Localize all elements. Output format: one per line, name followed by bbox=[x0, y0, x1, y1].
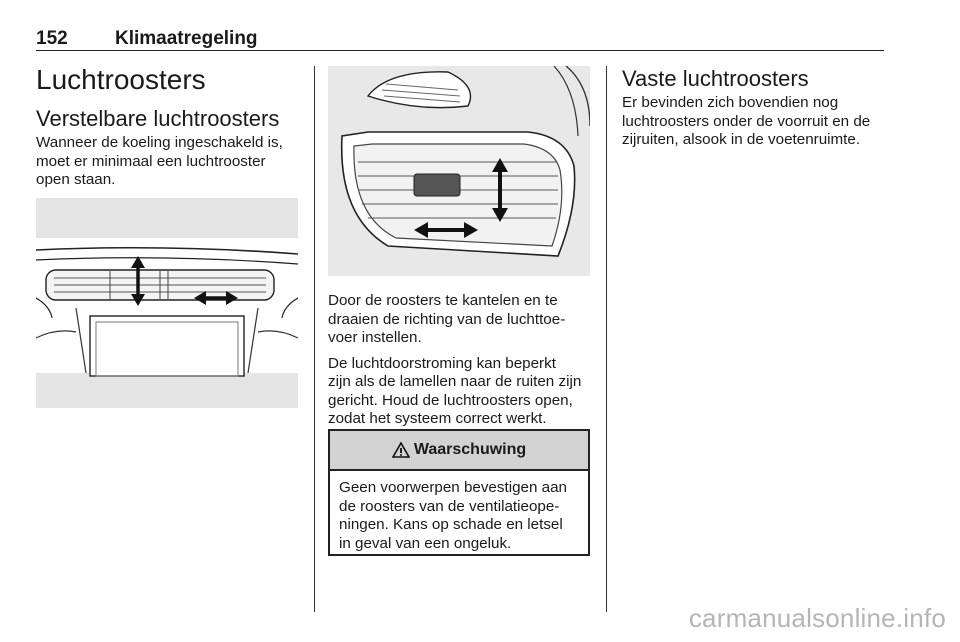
text-line: zijn als de lamellen naar de ruiten zijn bbox=[328, 373, 582, 390]
chapter-title: Klimaatregeling bbox=[115, 28, 258, 49]
watermark-text: carmanualsonline.info bbox=[688, 603, 946, 633]
text-line: voer instellen. bbox=[328, 329, 422, 346]
text-line: luchtroosters onder de voorruit en de bbox=[622, 112, 871, 130]
warning-title: Waarschuwing bbox=[413, 441, 527, 458]
text-line: de roosters van de ventilatieope- bbox=[339, 497, 560, 515]
text-line: Door de roosters te kantelen en te bbox=[328, 292, 558, 309]
dashboard-vents-drawing bbox=[36, 198, 298, 408]
text-line: zodat het systeem correct werkt. bbox=[328, 410, 547, 427]
paragraph-airflow bbox=[328, 355, 596, 429]
text-line: open staan. bbox=[36, 171, 116, 188]
text-line: draaien de richting van de luchttoe- bbox=[328, 310, 566, 328]
text-line: gericht. Houd de luchtroosters open, bbox=[328, 391, 573, 409]
text-line: ningen. Kans op schade en letsel bbox=[339, 516, 563, 533]
text-line: in geval van een ongeluk. bbox=[339, 534, 512, 552]
text-line: De luchtdoorstroming kan beperkt bbox=[328, 354, 556, 372]
fixed-vents-title: Vaste luchtroosters bbox=[622, 66, 809, 91]
warning-header bbox=[330, 431, 588, 471]
text-line: Wanneer de koeling ingeschakeld is, bbox=[36, 134, 283, 151]
column-divider-left bbox=[314, 66, 315, 612]
text-line: Geen voorwerpen bevestigen aan bbox=[339, 479, 567, 496]
text-line: moet er minimaal een luchtrooster bbox=[36, 152, 266, 170]
dashboard-vents-illustration bbox=[36, 198, 298, 408]
text-line: Er bevinden zich bovendien nog bbox=[622, 94, 839, 111]
fixed-vents-paragraph bbox=[622, 94, 892, 150]
side-vent-drawing bbox=[328, 66, 590, 276]
page-number: 152 bbox=[36, 28, 68, 49]
side-vent-illustration bbox=[328, 66, 590, 276]
intro-paragraph bbox=[36, 134, 304, 190]
subsection-title: Verstelbare luchtroosters bbox=[36, 106, 280, 131]
text-line: zijruiten, alsook in de voetenruimte. bbox=[622, 131, 861, 148]
middle-column-text bbox=[328, 292, 596, 429]
warning-box bbox=[328, 429, 590, 556]
right-column bbox=[622, 66, 892, 150]
left-column bbox=[36, 64, 304, 190]
page-header bbox=[36, 26, 884, 51]
section-title: Luchtroosters bbox=[36, 64, 206, 95]
paragraph-adjust bbox=[328, 292, 596, 348]
column-divider-right bbox=[606, 66, 607, 612]
warning-body bbox=[330, 471, 588, 553]
warning-triangle-icon bbox=[392, 442, 410, 458]
